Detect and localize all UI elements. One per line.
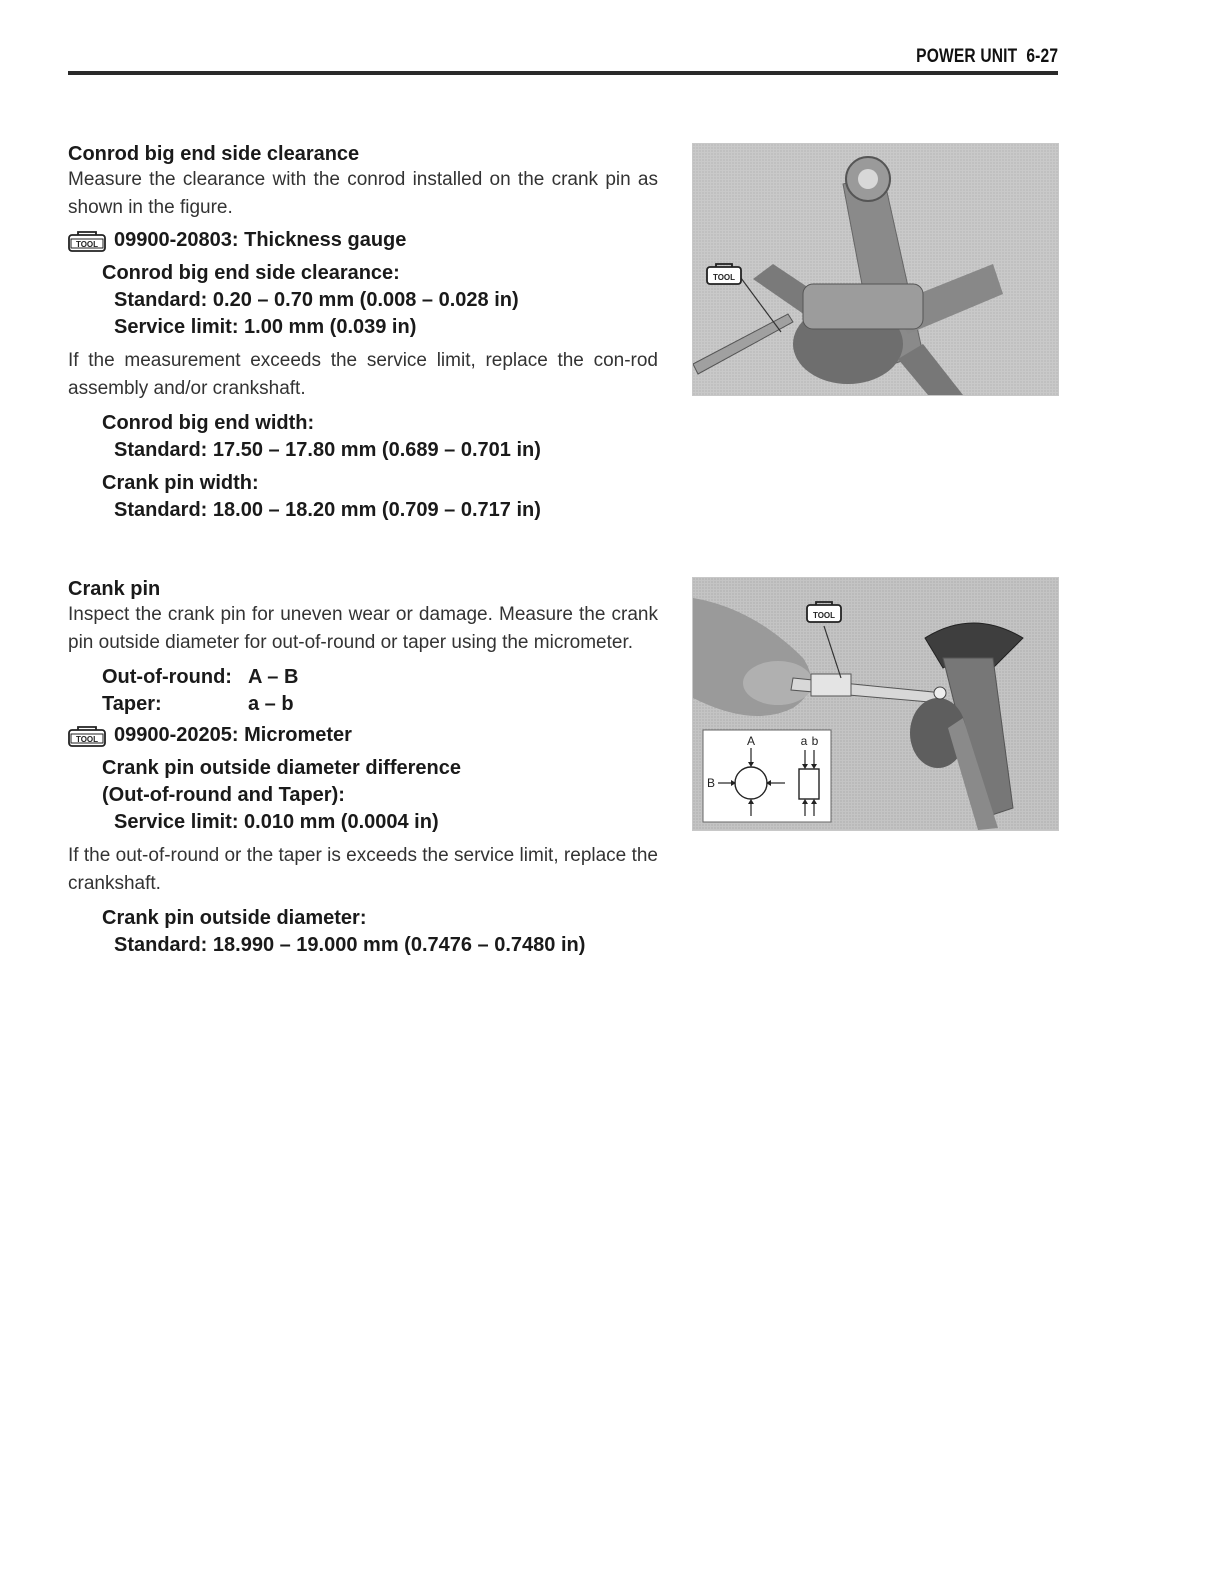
spec-service-limit: Service limit: 1.00 mm (0.039 in) [114, 316, 417, 338]
intro-paragraph: Inspect the crank pin for uneven wear or damage. Measure the crank pin outside diameter for out-of-round or taper using the micrometer. [68, 604, 658, 653]
tool-line [68, 724, 658, 747]
intro-paragraph: Measure the clearance with the conrod installed on the crank pin as shown in the figure. [68, 169, 658, 218]
section-crank-pin [68, 578, 658, 957]
diagram-label-A: A [746, 734, 756, 748]
photo-conrod-illustration [693, 144, 1058, 395]
measurement-diagram [703, 730, 831, 822]
out-of-round-row [68, 666, 658, 689]
photo-crank-pin-illustration [693, 578, 1058, 830]
tool-icon-label: TOOL [75, 734, 99, 744]
tool-icon [68, 725, 106, 747]
diagram-label-a: a [800, 734, 808, 748]
conrod-width-title: Conrod big end width: [102, 412, 315, 434]
od-standard: Standard: 18.990 – 19.000 mm (0.7476 – 0.7480 in) [114, 934, 586, 956]
out-of-round-label: Out-of-round: [102, 666, 232, 688]
od-title: Crank pin outside diameter: [102, 907, 367, 929]
section-conrod-clearance [68, 143, 658, 522]
action-paragraph: If the out-of-round or the taper is exceeds the service limit, replace the crankshaft. [68, 845, 658, 894]
tool-line [68, 229, 658, 252]
section-title: Crank pin [68, 578, 161, 600]
spec-service-limit: Service limit: 0.010 mm (0.0004 in) [114, 811, 439, 833]
action-paragraph: If the measurement exceeds the service limit, replace the con-rod assembly and/or crankshaft. [68, 350, 658, 399]
taper-value: a – b [248, 693, 294, 715]
page-header [916, 46, 1058, 68]
section-title: Conrod big end side clearance [68, 143, 360, 165]
header-section: POWER UNIT [915, 46, 1018, 67]
spec-title-line2: (Out-of-round and Taper): [102, 784, 345, 806]
diagram-label-B: B [706, 776, 716, 790]
tool-icon [68, 230, 106, 252]
tool-icon-label: TOOL [75, 239, 99, 249]
taper-label: Taper: [102, 693, 162, 715]
photo-conrod-clearance [692, 143, 1059, 396]
photo-crank-pin [692, 577, 1059, 831]
crank-pin-width-standard: Standard: 18.00 – 18.20 mm (0.709 – 0.717 in) [114, 499, 541, 521]
crank-pin-width-title: Crank pin width: [102, 472, 259, 494]
out-of-round-value: A – B [248, 666, 299, 688]
diagram-label-b: b [811, 734, 819, 748]
tool-name: 09900-20803: Thickness gauge [114, 229, 407, 251]
spec-title-line1: Crank pin outside diameter difference [102, 757, 461, 779]
header-page-number: 6-27 [1026, 46, 1058, 67]
photo-tool-badge: TOOL [712, 273, 736, 282]
spec-standard: Standard: 0.20 – 0.70 mm (0.008 – 0.028 in) [114, 289, 519, 311]
taper-row [68, 693, 658, 716]
photo-tool-badge: TOOL [812, 611, 836, 620]
header-rule [68, 71, 1058, 75]
spec-title: Conrod big end side clearance: [102, 262, 400, 284]
conrod-width-standard: Standard: 17.50 – 17.80 mm (0.689 – 0.701 in) [114, 439, 541, 461]
tool-name: 09900-20205: Micrometer [114, 724, 352, 746]
